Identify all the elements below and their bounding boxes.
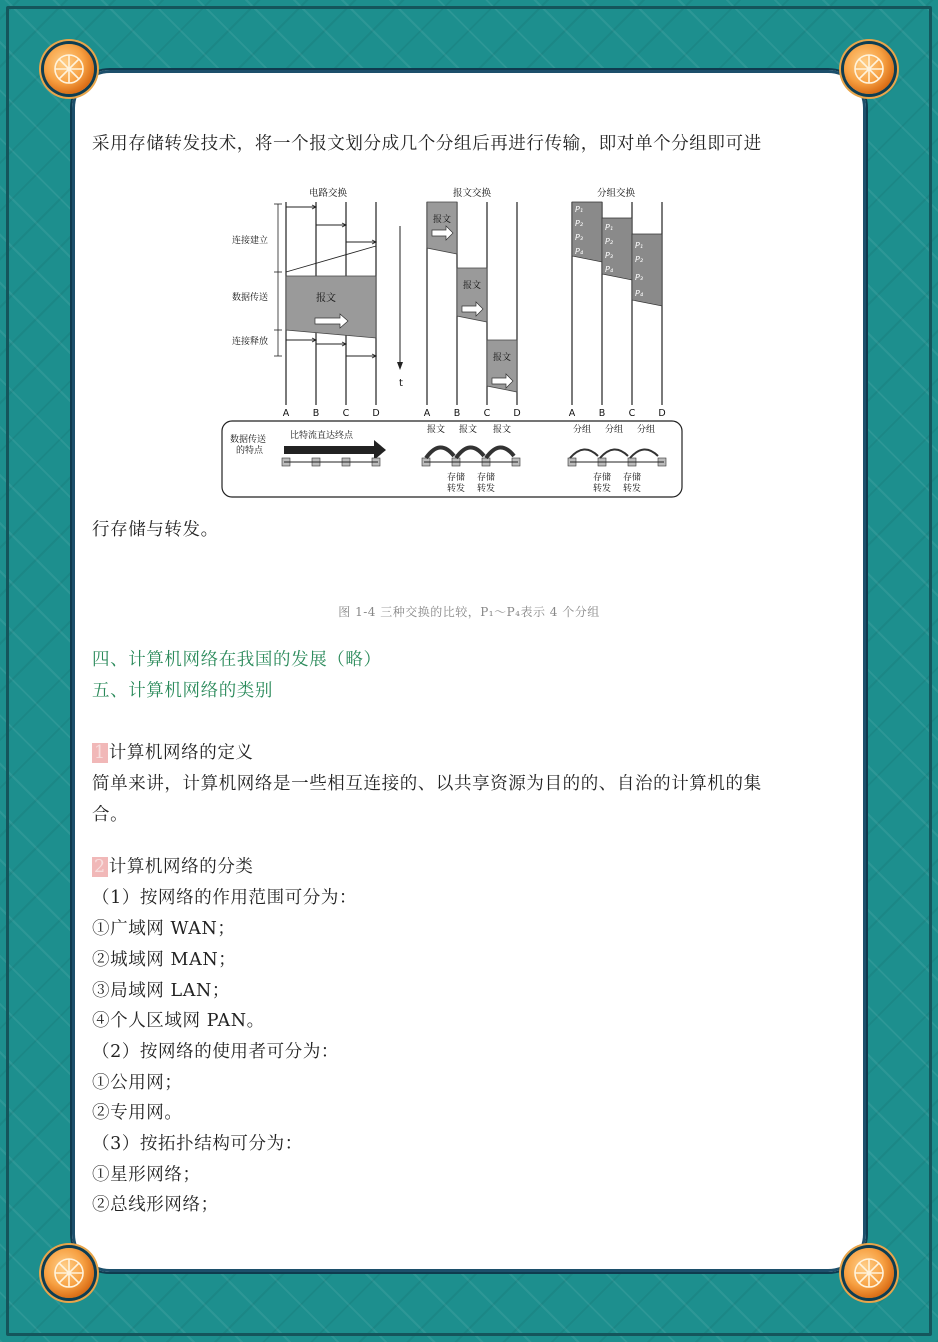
msg-hop-label: 报文 xyxy=(458,425,478,435)
panel-title-circuit: 电路交换 xyxy=(308,188,348,199)
corner-ornament-icon xyxy=(844,1248,894,1298)
phase-label-release: 连接释放 xyxy=(232,337,269,347)
panel-title-packet: 分组交换 xyxy=(596,188,636,199)
switching-comparison-figure xyxy=(218,180,688,502)
packet-label: P₄ xyxy=(635,289,644,298)
node-label: B xyxy=(598,408,606,419)
corner-ornament-icon xyxy=(844,44,894,94)
node-label: C xyxy=(483,408,491,419)
list-item: （2）按网络的使用者可分为： xyxy=(92,1042,340,1062)
node-label: C xyxy=(628,408,636,419)
subsection-classification xyxy=(92,853,254,878)
corner-ornament-icon xyxy=(44,44,94,94)
packet-label: P₁ xyxy=(635,241,644,250)
intro-paragraph-continued: 行存储与转发。 xyxy=(92,520,219,540)
list-item: ②城域网 MAN； xyxy=(92,950,237,970)
subsection-number-badge: 2 xyxy=(94,857,106,877)
definition-body-line2: 合。 xyxy=(92,805,129,825)
packet-label: P₂ xyxy=(605,237,614,246)
node-label: C xyxy=(342,408,350,419)
node-label: D xyxy=(658,408,666,419)
store-label: 存储 xyxy=(592,473,612,483)
packet-label: P₁ xyxy=(575,205,584,214)
heading-section-4: 四、计算机网络在我国的发展（略） xyxy=(92,650,382,670)
message-block-label: 报文 xyxy=(462,281,482,291)
msg-hop-label: 报文 xyxy=(492,425,512,435)
phase-label-setup: 连接建立 xyxy=(232,236,269,246)
msg-hop-label: 报文 xyxy=(426,425,446,435)
list-item: ①公用网； xyxy=(92,1073,183,1093)
forward-label: 转发 xyxy=(446,484,466,494)
list-item: （3）按拓扑结构可分为： xyxy=(92,1134,303,1154)
node-label: B xyxy=(312,408,320,419)
list-item: ①广域网 WAN； xyxy=(92,919,236,939)
circuit-data-label: 报文 xyxy=(316,293,336,304)
packet-label: P₃ xyxy=(635,273,644,282)
packet-label: P₃ xyxy=(605,251,614,260)
message-block-label: 报文 xyxy=(492,353,512,363)
list-item: ②总线形网络； xyxy=(92,1195,219,1215)
bitstream-label: 比特流直达终点 xyxy=(290,431,354,441)
node-label: D xyxy=(372,408,380,419)
heading-section-5: 五、计算机网络的类别 xyxy=(92,681,273,701)
intro-paragraph: 采用存储转发技术，将一个报文划分成几个分组后再进行传输，即对单个分组即可进 xyxy=(92,134,762,154)
node-label: D xyxy=(513,408,521,419)
packet-label: P₂ xyxy=(575,219,584,228)
packet-label: P₄ xyxy=(575,247,584,256)
store-label: 存储 xyxy=(446,473,466,483)
list-item: （1）按网络的作用范围可分为： xyxy=(92,888,358,908)
phase-label-transfer: 数据传送 xyxy=(232,293,269,303)
figure-caption: 图 1-4 三种交换的比较，P₁～P₄表示 4 个分组 xyxy=(338,605,600,619)
pkt-hop-label: 分组 xyxy=(604,425,624,435)
packet-label: P₁ xyxy=(605,223,614,232)
forward-label: 转发 xyxy=(622,484,642,494)
forward-label: 转发 xyxy=(476,484,496,494)
packet-label: P₄ xyxy=(605,265,614,274)
node-label: A xyxy=(282,408,290,419)
packet-label: P₂ xyxy=(635,255,644,264)
store-label: 存储 xyxy=(476,473,496,483)
list-item: ③局域网 LAN； xyxy=(92,981,231,1001)
definition-body-line1: 简单来讲，计算机网络是一些相互连接的、以共享资源为目的的、自治的计算机的集 xyxy=(92,774,762,794)
time-axis-label: t xyxy=(399,378,403,389)
list-item: ①星形网络； xyxy=(92,1165,201,1185)
panel-title-message: 报文交换 xyxy=(452,188,492,199)
list-item: ④个人区域网 PAN。 xyxy=(92,1011,265,1031)
pkt-hop-label: 分组 xyxy=(636,425,656,435)
list-item: ②专用网。 xyxy=(92,1103,183,1123)
forward-label: 转发 xyxy=(592,484,612,494)
subsection-title: 计算机网络的分类 xyxy=(108,857,254,877)
pkt-hop-label: 分组 xyxy=(572,425,592,435)
subsection-number-badge: 1 xyxy=(94,743,106,763)
bottom-title-line2: 的特点 xyxy=(236,446,264,456)
subsection-definition xyxy=(92,739,254,764)
bottom-title-line1: 数据传送 xyxy=(230,435,267,445)
node-label: B xyxy=(453,408,461,419)
store-label: 存储 xyxy=(622,473,642,483)
corner-ornament-icon xyxy=(44,1248,94,1298)
packet-label: P₃ xyxy=(575,233,584,242)
node-label: A xyxy=(423,408,431,419)
message-block-label: 报文 xyxy=(432,215,452,225)
node-label: A xyxy=(568,408,576,419)
subsection-title: 计算机网络的定义 xyxy=(108,743,254,763)
